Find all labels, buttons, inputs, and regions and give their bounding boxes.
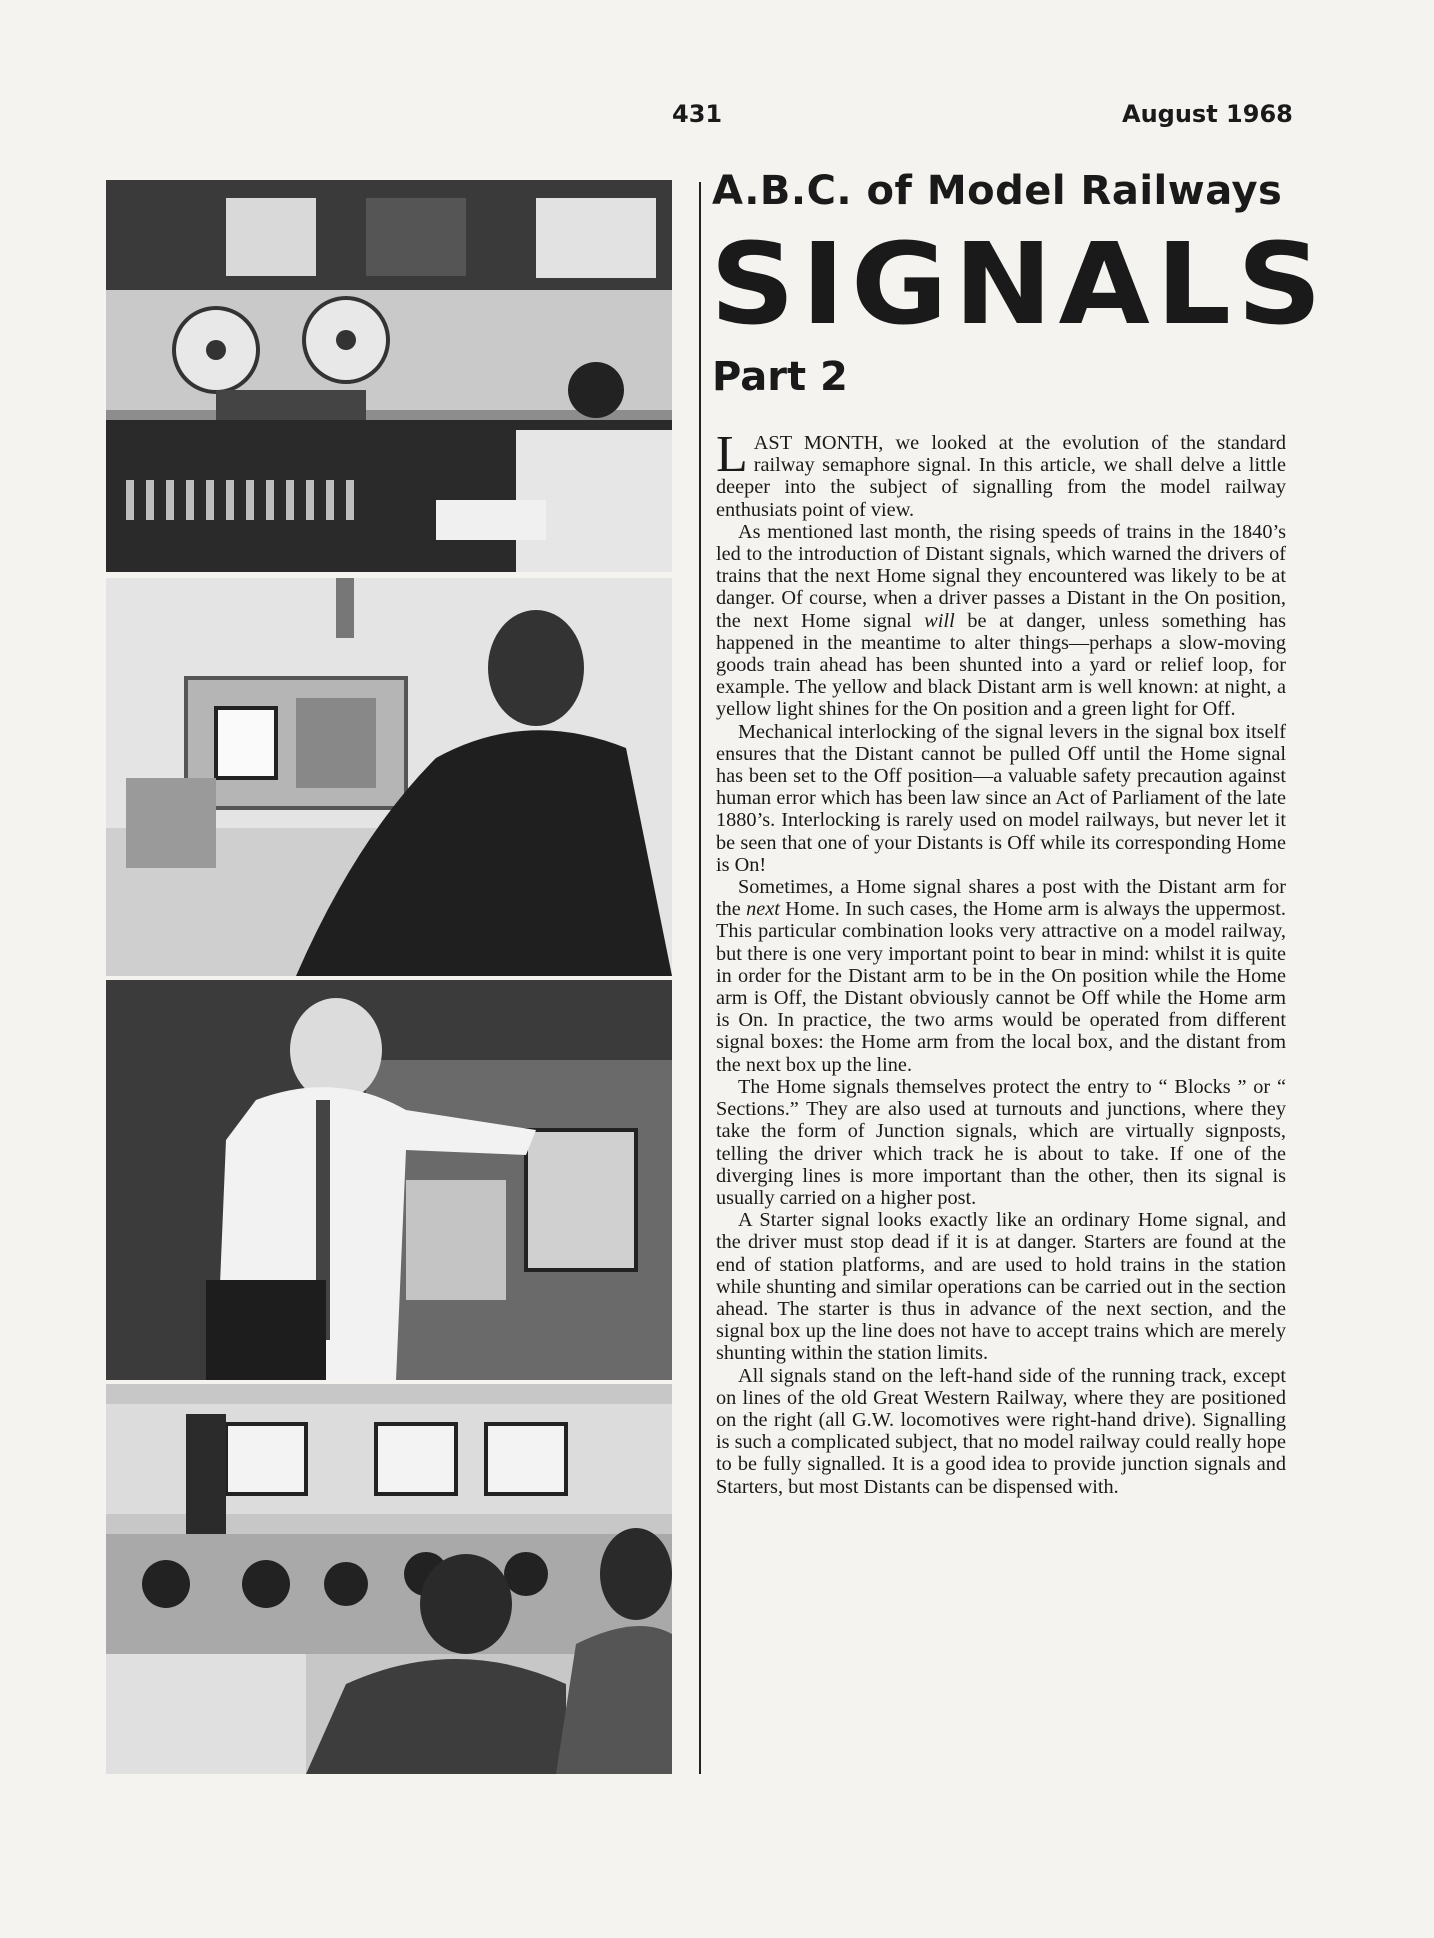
paragraph: Mechanical interlocking of the signal levers in the signal box itself ensures that the Distant cannot be pulled Off until the Home signal has been set to the Off position—a valuable safety precaution against human error which has been law since an Act of Parliament of the late 1880’s. Interlocking is rarely used on model railways, but never let it be seen that one of your Distants is Off while its corresponding Home is On! (716, 720, 1286, 876)
series-title: A.B.C. of Model Railways (712, 168, 1283, 214)
part-label: Part 2 (712, 354, 848, 400)
paragraph: The Home signals themselves protect the entry to “ Blocks ” or “ Sections.” They are also used at turnouts and junctions, where they take the form of Junction signals, which are virtually signposts, telling the driver which track he is about to take. If one of the diverging lines is more important than the other, then its signal is usually carried on a higher post. (716, 1075, 1286, 1209)
paragraph: A Starter signal looks exactly like an ordinary Home signal, and the driver must stop dead if it is at danger. Starters are found at the end of station platforms, and are used to hold trains in the station while shunting and similar operations can be carried out in the section ahead. The starter is thus in advance of the next section, and the signal box up the line does not have to accept trains which are merely shunting within the station limits. (716, 1209, 1286, 1365)
drop-cap: L (716, 426, 748, 483)
article-body (716, 426, 1286, 1498)
photo-monitor-operator (106, 578, 672, 976)
issue-date: August 1968 (1122, 100, 1293, 128)
paragraph: LAST MONTH, we looked at the evolution of the standard railway semaphore signal. In this article, we shall delve a little deeper into the subject of signalling from the model railway enthusiats point of view. (716, 426, 1286, 521)
photo-engineer-equipment (106, 980, 672, 1380)
page-number: 431 (672, 100, 723, 128)
paragraph: All signals stand on the left-hand side of the running track, except on lines of the old Great Western Railway, where they are positioned on the right (all G.W. locomotives were right-hand drive). Signalling is such a complicated subject, that no model railway could really hope to be fully signalled. It is a good idea to provide junction signals and Starters, but most Distants can be dispensed with. (716, 1364, 1286, 1498)
paragraph: Sometimes, a Home signal shares a post with the Distant arm for the next Home. In such cases, the Home arm is always the uppermost. This particular combination looks very attractive on a model railway, but there is one very important point to bear in mind: whilst it is quite in order for the Distant arm to be in the On position while the Home arm is Off, the Distant obviously cannot be Off while the Home arm is On. In practice, the two arms would be operated from different signal boxes: the Home arm from the local box, and the distant from the next box up the line. (716, 876, 1286, 1076)
photo-control-room (106, 1384, 672, 1774)
column-rule (699, 182, 701, 1774)
article-title: SIGNALS (710, 218, 1328, 350)
paragraph: As mentioned last month, the rising speeds of trains in the 1840’s led to the introduction of Distant signals, which warned the drivers of trains that the next Home signal they encountered was likely to be at danger. Of course, when a driver passes a Distant in the On position, the next Home signal will be at danger, unless something has happened in the meantime to alter things—perhaps a slow-moving goods train ahead has been shunted into a yard or relief loop, for example. The yellow and black Distant arm is well known: at night, a yellow light shines for the On position and a green light for Off. (716, 520, 1286, 721)
photo-tape-console (106, 180, 672, 572)
